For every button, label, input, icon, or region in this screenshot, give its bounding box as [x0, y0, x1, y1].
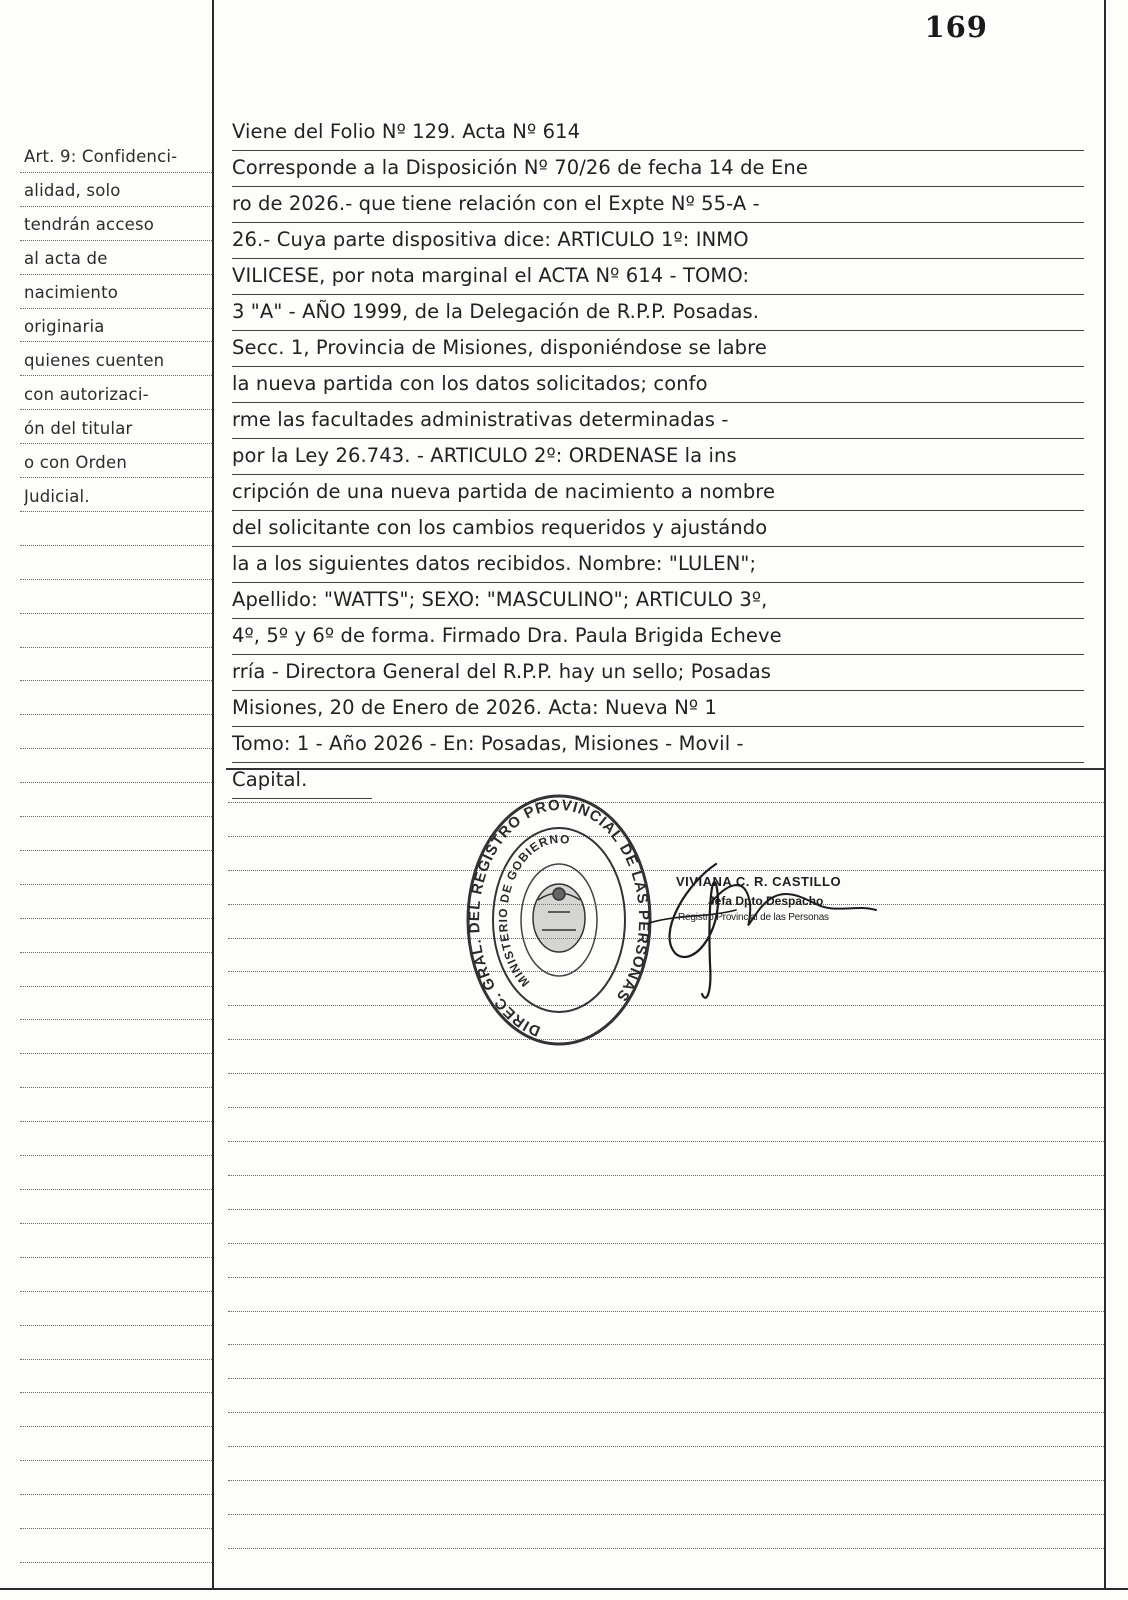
body-line: 26.- Cuya parte dispositiva dice: ARTICULO 1º: INMO [232, 222, 1084, 259]
margin-note-line: alidad, solo [24, 181, 121, 200]
stamp-office: Registro Provincial de las Personas [678, 912, 829, 923]
margin-rule-line [20, 1019, 212, 1020]
margin-rule-line [20, 1426, 212, 1427]
body-line: cripción de una nueva partida de nacimiento a nombre [232, 474, 1084, 511]
margin-rule-line [20, 850, 212, 851]
margin-rule-line [20, 714, 212, 715]
body-line: rme las facultades administrativas determinadas - [232, 402, 1084, 439]
margin-rule-line [20, 647, 212, 648]
body-line: Capital. [232, 762, 372, 799]
body-line: 4º, 5º y 6º de forma. Firmado Dra. Paula Brigida Echeve [232, 618, 1084, 655]
margin-rule-line [20, 816, 212, 817]
margin-rule-line [20, 1460, 212, 1461]
body-rule-line [228, 836, 1104, 837]
body-rule-line [228, 1446, 1104, 1447]
margin-rule-line [20, 1087, 212, 1088]
margin-note-line: con autorizaci- [24, 385, 149, 404]
margin-rule-line [20, 1257, 212, 1258]
right-border [1104, 0, 1106, 1590]
margin-note-line: o con Orden [24, 453, 127, 472]
margin-rule-line [20, 579, 212, 580]
body-line: del solicitante con los cambios requeridos y ajustándo [232, 510, 1084, 547]
bottom-edge [0, 1588, 1128, 1590]
margin-rule-line [20, 1121, 212, 1122]
body-rule-line [228, 1073, 1104, 1074]
body-rule-line [228, 1514, 1104, 1515]
margin-rule-line [20, 1359, 212, 1360]
body-line: la a los siguientes datos recibidos. Nombre: "LULEN"; [232, 546, 1084, 583]
margin-rule-line [20, 1189, 212, 1190]
signature-stamp [676, 868, 936, 1038]
margin-rule-line [20, 1528, 212, 1529]
body-rule-line [228, 802, 1104, 803]
body-rule-line [228, 1107, 1104, 1108]
margin-note-line: ón del titular [24, 419, 133, 438]
margin-rule-line [20, 748, 212, 749]
body-rule-line [228, 1209, 1104, 1210]
margin-rule-line [20, 884, 212, 885]
seal-inner-text: MINISTERIO DE GOBIERNO [495, 831, 572, 990]
stamp-name: VIVIANA C. R. CASTILLO [676, 874, 842, 889]
body-rule-line [228, 1277, 1104, 1278]
margin-note-line: originaria [24, 317, 105, 336]
margin-rule-line [20, 1392, 212, 1393]
margin-rule-line [20, 545, 212, 546]
body-rule-line [228, 1378, 1104, 1379]
body-line: ro de 2026.- que tiene relación con el Expte Nº 55-A - [232, 186, 1084, 223]
body-rule-line [228, 1412, 1104, 1413]
body-rule-line [228, 1243, 1104, 1244]
coat-of-arms-icon [533, 884, 585, 952]
margin-rule-line [20, 680, 212, 681]
body-line: rría - Directora General del R.P.P. hay un sello; Posadas [232, 654, 1084, 691]
body-line: 3 "A" - AÑO 1999, de la Delegación de R.P.P. Posadas. [232, 294, 1084, 331]
margin-rule-line [20, 1223, 212, 1224]
margin-note-line: Judicial. [24, 487, 90, 506]
margin-rule-line [20, 782, 212, 783]
body-rule-line [228, 1039, 1104, 1040]
body-line: VILICESE, por nota marginal el ACTA Nº 614 - TOMO: [232, 258, 1084, 295]
margin-rule-line [20, 1325, 212, 1326]
margin-rule-line [20, 1562, 212, 1563]
margin-note-line: nacimiento [24, 283, 119, 302]
body-line: por la Ley 26.743. - ARTICULO 2º: ORDENASE la ins [232, 438, 1084, 475]
body-line: Misiones, 20 de Enero de 2026. Acta: Nueva Nº 1 [232, 690, 1084, 727]
margin-rule-line [20, 613, 212, 614]
body-rule-line [228, 1175, 1104, 1176]
body-rule-line [228, 1548, 1104, 1549]
folio-number: 169 [924, 10, 988, 44]
margin-rule-line [20, 1291, 212, 1292]
handwritten-signature-icon [646, 844, 906, 1034]
body-line: Secc. 1, Provincia de Misiones, disponiéndose se labre [232, 330, 1084, 367]
margin-note-line: tendrán acceso [24, 215, 155, 234]
body-rule-line [228, 1141, 1104, 1142]
body-line: Corresponde a la Disposición Nº 70/26 de fecha 14 de Ene [232, 150, 1084, 187]
margin-rule-line [20, 952, 212, 953]
body-end-rule [226, 768, 1104, 770]
body-line: Tomo: 1 - Año 2026 - En: Posadas, Misiones - Movil - [232, 726, 1084, 763]
body-rule-line [228, 1344, 1104, 1345]
body-rule-line [228, 1480, 1104, 1481]
margin-rule-line [20, 1494, 212, 1495]
stamp-title: Jefa Dpto Despacho [708, 894, 824, 908]
seal-outer-text: DIREC. GRAL. DEL REGISTRO PROVINCIAL DE LAS PERSONAS [465, 796, 653, 1040]
margin-rule-line [20, 986, 212, 987]
margin-note-line: al acta de [24, 249, 108, 268]
body-line: Apellido: "WATTS"; SEXO: "MASCULINO"; ARTICULO 3º, [232, 582, 1084, 619]
margin-rule-line [20, 918, 212, 919]
body-rule-line [228, 1311, 1104, 1312]
margin-note-line: Art. 9: Confidenci- [24, 147, 178, 166]
margin-rule-line [20, 1053, 212, 1054]
margin-rule-line [20, 1155, 212, 1156]
margin-note-line: quienes cuenten [24, 351, 165, 370]
body-line: Viene del Folio Nº 129. Acta Nº 614 [232, 114, 1084, 151]
body-line: la nueva partida con los datos solicitados; confo [232, 366, 1084, 403]
official-seal [464, 790, 654, 1050]
